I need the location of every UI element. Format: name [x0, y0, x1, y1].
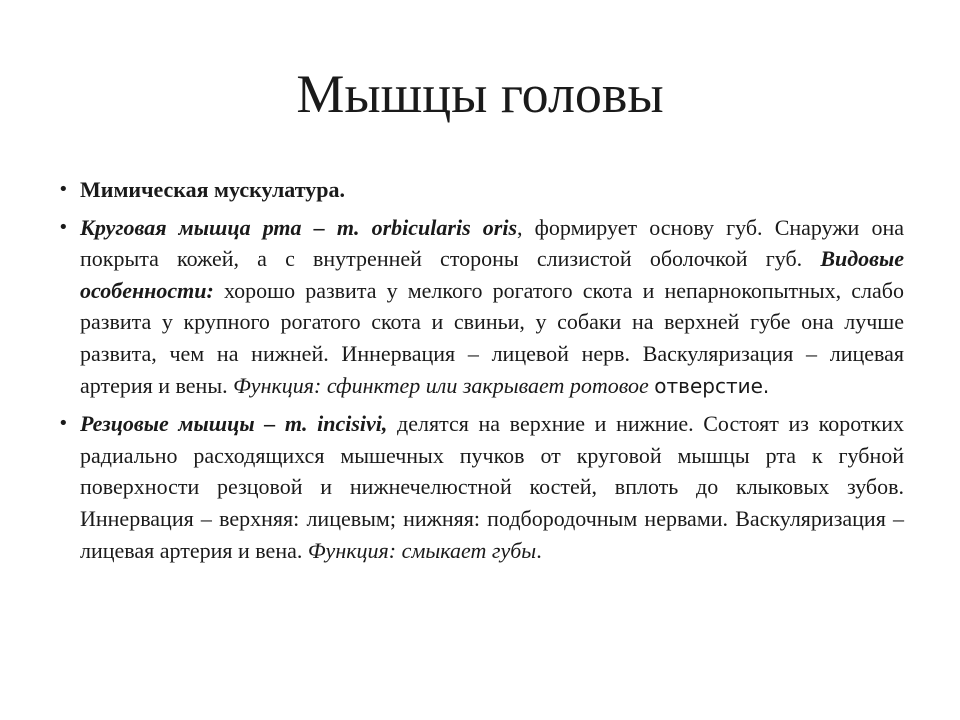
features-label: Видовые особенности:	[80, 246, 904, 303]
slide-title: Мышцы головы	[296, 64, 664, 124]
bullet-list	[58, 174, 904, 572]
bullet-item-orbicularis-oris	[58, 212, 904, 403]
muscle-term: Резцовые мышцы – m. incisivi,	[80, 411, 388, 437]
function-text: Функция: смыкает губы	[307, 537, 537, 563]
function-tail: отверстие.	[654, 373, 770, 398]
bullet-item-mimic-muscles	[58, 174, 904, 206]
bullet-marker: •	[58, 413, 69, 435]
muscle-term: Круговая мышца рта – m. orbicularis oris	[80, 214, 518, 240]
body-text: делятся на верхние и нижние. Состоят из коротких радиально расходящихся мышечных пучков от круговой мышцы рта к губной поверхности резцовой и нижнечелюстной костей, вплоть до клыковых зубов. Иннервация – верхняя: лицевым; нижняя: подбородочным нервами. Васкуляризация – лицевая артерия и вена.	[80, 411, 904, 563]
function-text: Функция: сфинктер или закрывает ротовое	[233, 372, 655, 398]
body-text: хорошо развита у мелкого рогатого скота и непарнокопытных, слабо развита у крупного рогатого скота и свиньи, у собаки на верхней губе она лучше развита, чем на нижней. Иннервация – лицевой нерв. Васкуляризация – лицевая артерия и вены.	[80, 277, 904, 398]
bullet-marker: •	[58, 216, 69, 238]
bullet-item-incisivi	[58, 408, 904, 566]
bullet-marker: •	[58, 179, 69, 200]
body-text-end: .	[536, 537, 542, 563]
body-text: , формирует основу губ. Снаружи она покрыта кожей, а с внутренней стороны слизистой оболочкой губ.	[80, 214, 904, 272]
bullet-heading: Мимическая мускулатура.	[80, 177, 345, 202]
